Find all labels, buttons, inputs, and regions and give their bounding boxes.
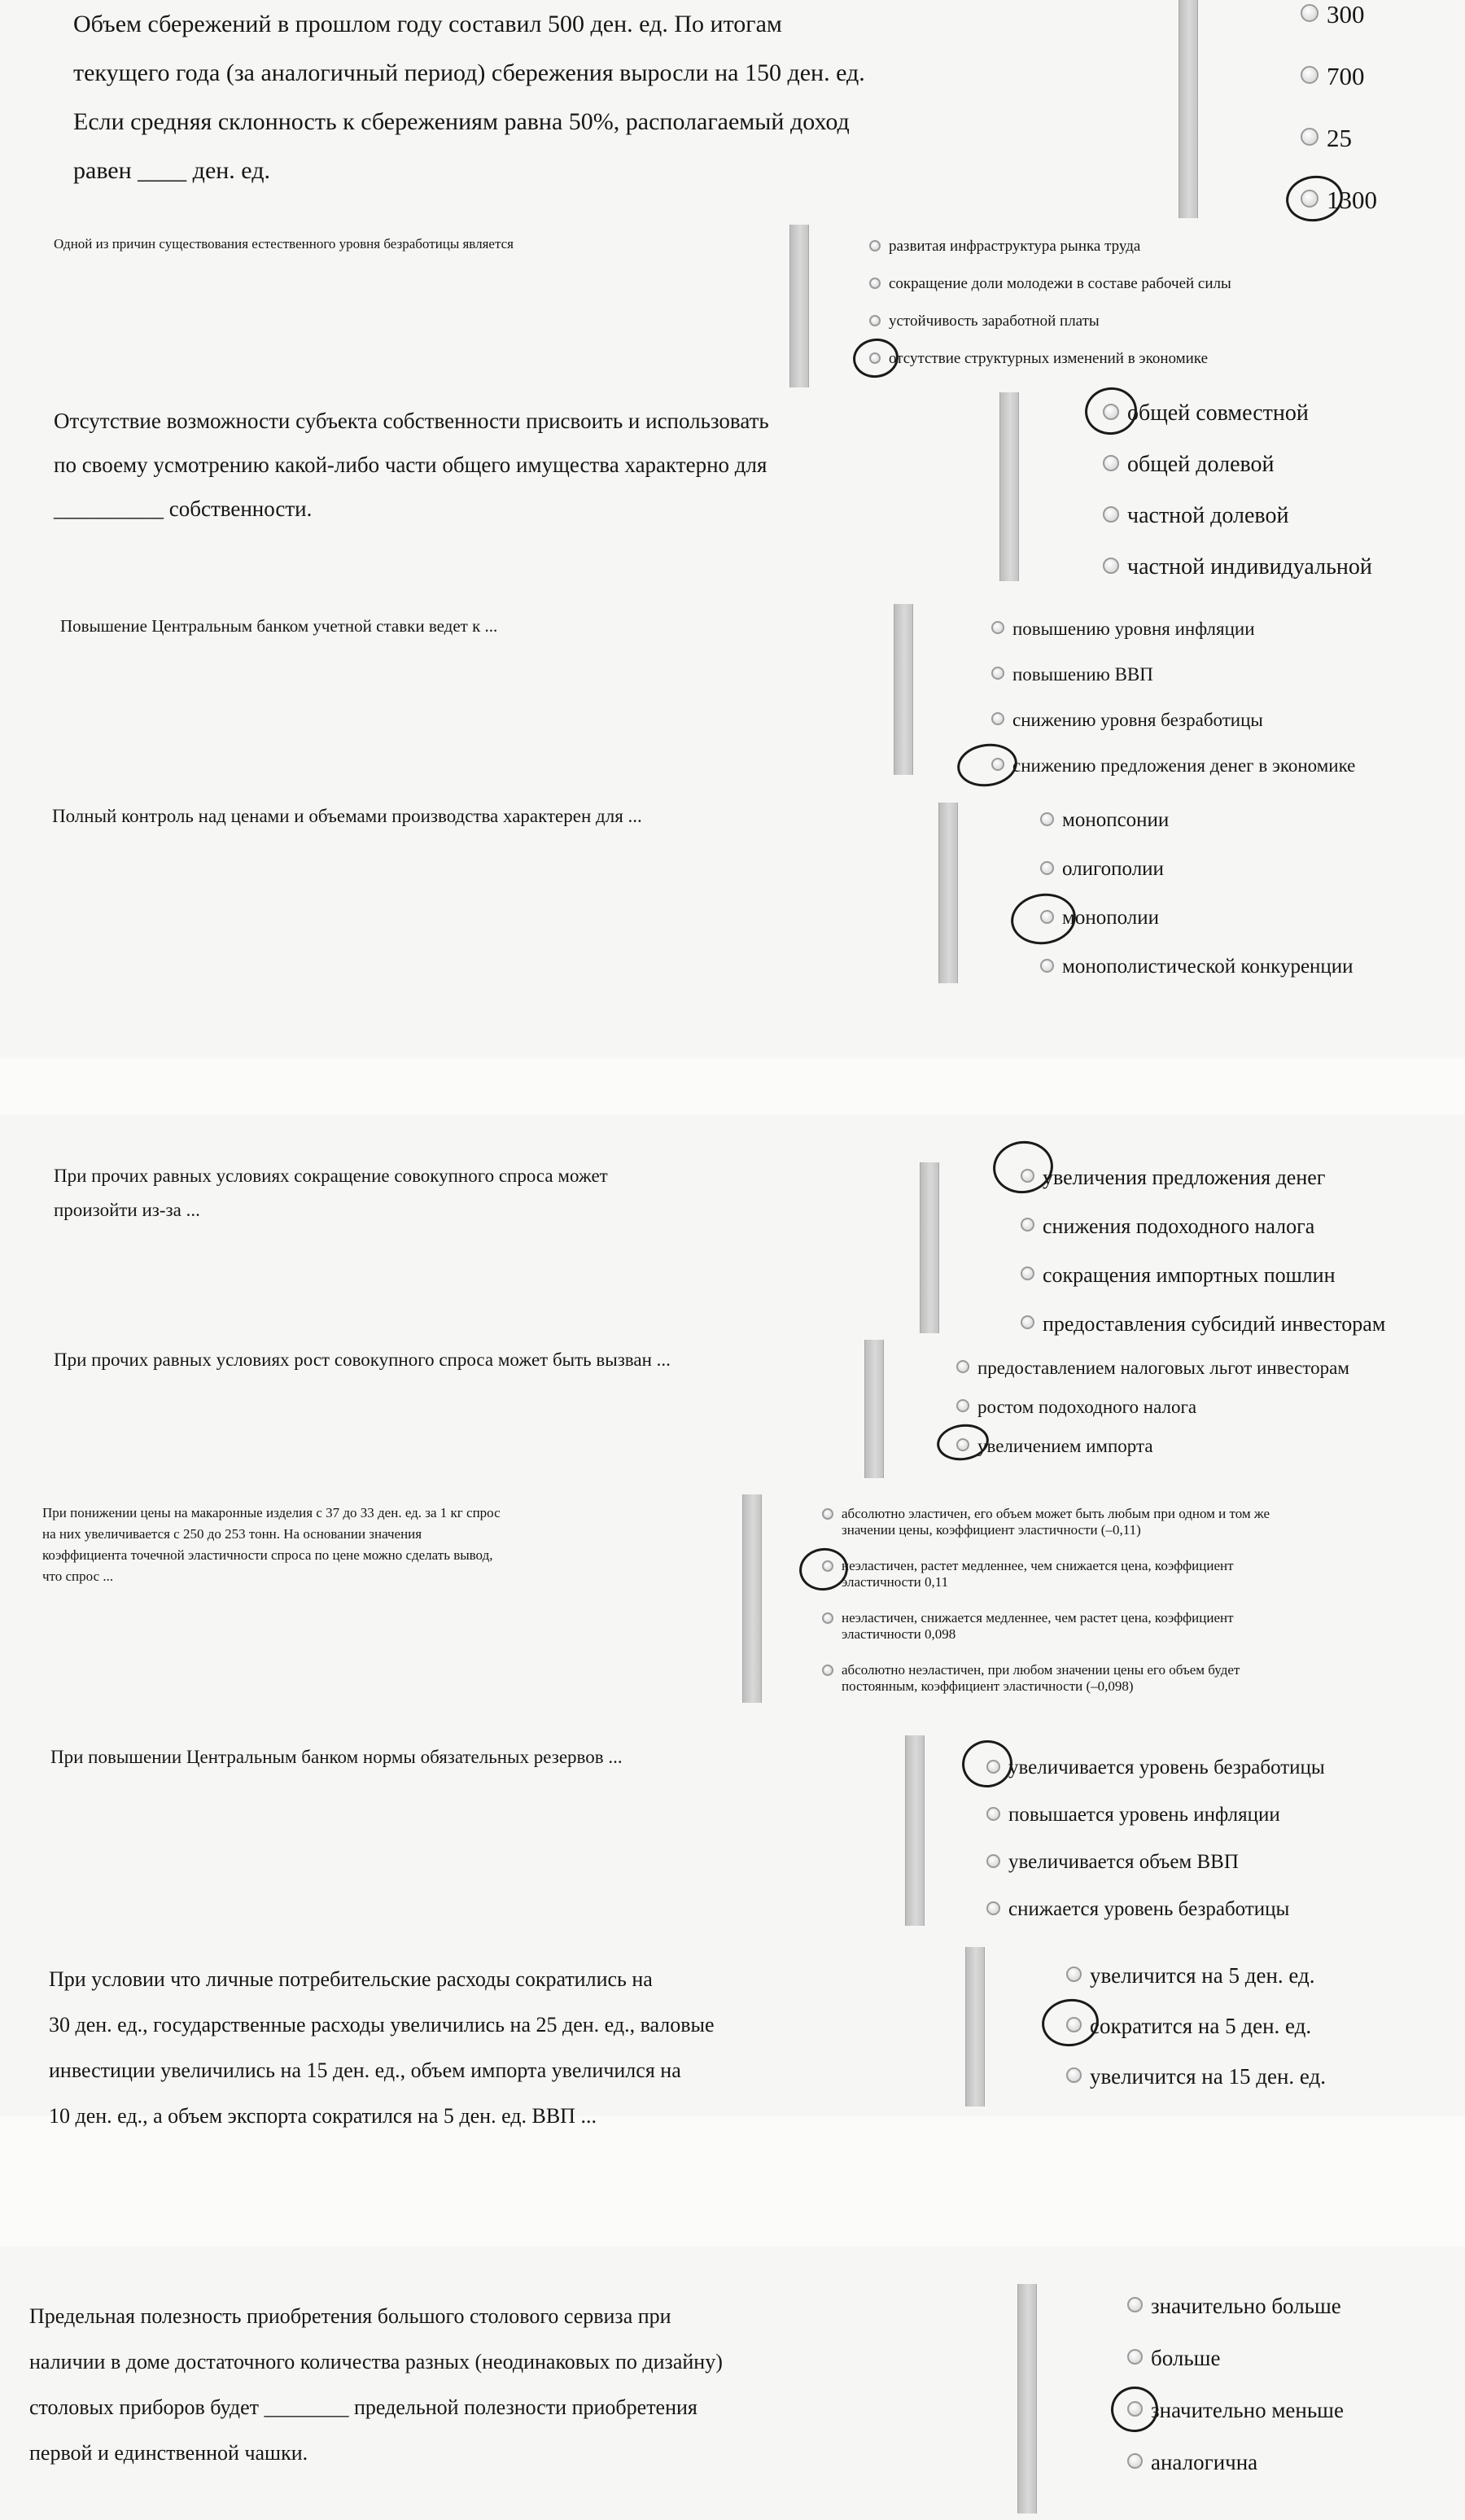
question-text: Отсутствие возможности субъекта собственности присвоить и использовать по своему усмотрению какой-либо части общего имущества характерно для __________ собственности. (54, 409, 769, 521)
radio-button[interactable] (822, 1508, 833, 1520)
radio-button[interactable] (1066, 1967, 1082, 1982)
answer-option[interactable] (991, 619, 1255, 640)
answer-option[interactable] (986, 1804, 1280, 1827)
question-text: При повышении Центральным банком нормы обязательных резервов ... (50, 1747, 623, 1767)
answer-option-label: абсолютно неэластичен, при любом значении цены его объем будет постоянным, коэффициент эластичности (–0,098) (842, 1662, 1240, 1694)
answer-scrollbar[interactable] (894, 604, 913, 775)
answer-option-label: абсолютно эластичен, его объем может быть любым при одном и том же значении цены, коэффициент эластичности (–0,11) (842, 1506, 1270, 1538)
radio-button[interactable] (956, 1360, 969, 1373)
answer-scrollbar[interactable] (999, 392, 1019, 581)
radio-button[interactable] (1103, 558, 1119, 574)
answer-option-label: монополии (1062, 907, 1159, 929)
radio-button[interactable] (822, 1560, 833, 1572)
radio-button[interactable] (991, 758, 1004, 771)
radio-button[interactable] (1301, 128, 1318, 146)
answer-option[interactable] (991, 755, 1355, 777)
radio-button[interactable] (869, 352, 881, 364)
answer-option[interactable] (1301, 62, 1365, 91)
answer-option-label: неэластичен, растет медленнее, чем снижается цена, коэффициент эластичности 0,11 (842, 1558, 1234, 1590)
answer-option-label: устойчивость заработной платы (889, 313, 1100, 330)
answer-option[interactable] (956, 1436, 1153, 1457)
answer-scrollbar[interactable] (965, 1947, 985, 2107)
radio-button[interactable] (1040, 812, 1054, 826)
answer-option[interactable] (869, 275, 1231, 293)
question-text: Повышение Центральным банком учетной ставки ведет к ... (60, 616, 498, 636)
answer-option[interactable] (822, 1558, 1234, 1590)
radio-button[interactable] (1301, 4, 1318, 22)
radio-button[interactable] (1021, 1218, 1034, 1232)
radio-button[interactable] (1301, 66, 1318, 84)
answer-option-label: сократится на 5 ден. ед. (1090, 2014, 1312, 2038)
answer-option[interactable] (869, 350, 1208, 368)
answer-scrollbar[interactable] (938, 803, 958, 983)
answer-option[interactable] (1103, 400, 1309, 427)
answer-option-label: 25 (1327, 124, 1352, 152)
answer-option[interactable] (1021, 1166, 1325, 1190)
answer-option-label: общей долевой (1127, 452, 1275, 477)
answer-option[interactable] (1103, 554, 1372, 580)
question-text: При прочих равных условиях рост совокупного спроса может быть вызван ... (54, 1350, 671, 1370)
answer-option[interactable] (822, 1662, 1240, 1694)
answer-option[interactable] (1066, 1963, 1315, 1988)
radio-button[interactable] (869, 240, 881, 252)
answer-option[interactable] (1127, 2346, 1220, 2371)
radio-button[interactable] (822, 1612, 833, 1624)
answer-option-label: увеличится на 5 ден. ед. (1090, 1963, 1315, 1988)
answer-option-label: увеличивается уровень безработицы (1008, 1757, 1325, 1778)
answer-option[interactable] (822, 1610, 1234, 1642)
radio-button[interactable] (1040, 861, 1054, 875)
radio-button[interactable] (991, 621, 1004, 634)
radio-button[interactable] (822, 1665, 833, 1676)
radio-button[interactable] (986, 1854, 1000, 1868)
radio-button[interactable] (1301, 190, 1318, 208)
answer-option[interactable] (1127, 2294, 1341, 2319)
answer-option-label: повышению уровня инфляции (1012, 619, 1255, 639)
answer-option[interactable] (991, 710, 1263, 731)
radio-button[interactable] (1040, 910, 1054, 924)
answer-option[interactable] (1066, 2064, 1326, 2089)
answer-option-label: общей совместной (1127, 400, 1309, 426)
question-text: При прочих равных условиях сокращение совокупного спроса может произойти из-за ... (54, 1166, 608, 1220)
radio-button[interactable] (991, 667, 1004, 680)
answer-option[interactable] (1021, 1214, 1314, 1239)
radio-button[interactable] (1021, 1315, 1034, 1329)
answer-option[interactable] (986, 1757, 1325, 1780)
answer-option[interactable] (1040, 809, 1169, 833)
question-text: Полный контроль над ценами и объемами производства характерен для ... (52, 806, 642, 826)
answer-scrollbar[interactable] (742, 1494, 762, 1703)
answer-scrollbar[interactable] (1179, 0, 1198, 218)
radio-button[interactable] (1066, 2067, 1082, 2083)
radio-button[interactable] (869, 278, 881, 289)
radio-button[interactable] (1021, 1169, 1034, 1183)
answer-option[interactable] (1066, 2014, 1311, 2039)
radio-button[interactable] (1040, 959, 1054, 973)
answer-scrollbar[interactable] (789, 225, 809, 387)
answer-option[interactable] (986, 1851, 1239, 1875)
answer-option-label: олигополии (1062, 858, 1164, 880)
answer-option[interactable] (869, 313, 1100, 330)
answer-option-label: предоставления субсидий инвесторам (1043, 1312, 1386, 1336)
answer-option-label: монопсонии (1062, 809, 1170, 831)
question-text: При понижении цены на макаронные изделия с 37 до 33 ден. ед. за 1 кг спрос на них увеличивается с 250 до 253 тонн. На основании значения коэффициента точечной эластичности спроса по цене можно сделать вывод, что спрос ... (42, 1505, 501, 1584)
answer-option-label: развитая инфраструктура рынка труда (889, 238, 1141, 255)
answer-option-label: снижается уровень безработицы (1008, 1898, 1290, 1920)
answer-option-label: ростом подоходного налога (977, 1397, 1197, 1417)
answer-option[interactable] (1021, 1312, 1385, 1337)
answer-option-label: значительно меньше (1151, 2398, 1344, 2422)
radio-button[interactable] (1127, 2297, 1143, 2312)
answer-option[interactable] (869, 238, 1140, 256)
answer-option-label: увеличением импорта (977, 1436, 1153, 1456)
answer-option-label: снижения подоходного налога (1043, 1214, 1315, 1238)
radio-button[interactable] (986, 1807, 1000, 1821)
answer-option[interactable] (986, 1898, 1289, 1922)
question-text: Одной из причин существования естественного уровня безработицы является (54, 236, 514, 252)
radio-button[interactable] (956, 1438, 969, 1451)
radio-button[interactable] (956, 1399, 969, 1412)
answer-option-label: снижению уровня безработицы (1012, 710, 1263, 730)
radio-button[interactable] (1103, 404, 1119, 420)
answer-option-label: аналогична (1151, 2450, 1258, 2474)
radio-button[interactable] (1066, 2017, 1082, 2032)
answer-option-label: сокращения импортных пошлин (1043, 1263, 1336, 1287)
radio-button[interactable] (1127, 2401, 1143, 2417)
answer-option-label: монополистической конкуренции (1062, 956, 1353, 978)
answer-scrollbar[interactable] (1017, 2284, 1037, 2513)
answer-option[interactable] (1040, 907, 1159, 930)
radio-button[interactable] (1103, 455, 1119, 471)
answer-option[interactable] (1127, 2398, 1344, 2423)
answer-option[interactable] (956, 1397, 1196, 1418)
answer-option-label: повышению ВВП (1012, 664, 1153, 685)
answer-option[interactable] (991, 664, 1153, 685)
answer-option-label: увеличивается объем ВВП (1008, 1851, 1239, 1873)
answer-option-label: увеличения предложения денег (1043, 1166, 1326, 1189)
answer-option[interactable] (1103, 452, 1275, 478)
question-text: Объем сбережений в прошлом году составил 500 ден. ед. По итогам текущего года (за аналогичный период) сбережения выросли на 150 ден. ед. Если средняя склонность к сбережениям равна 50%, располагаемый доход равен ____ ден. ед. (73, 11, 865, 184)
answer-option-label: снижению предложения денег в экономике (1012, 755, 1356, 776)
radio-button[interactable] (1021, 1267, 1034, 1280)
answer-option-label: частной долевой (1127, 503, 1289, 528)
answer-option[interactable] (1301, 186, 1377, 215)
answer-option[interactable] (1040, 858, 1164, 882)
answer-option-label: 700 (1327, 62, 1365, 90)
answer-option[interactable] (1021, 1263, 1335, 1288)
answer-scrollbar[interactable] (864, 1340, 884, 1478)
question-text: При условии что личные потребительские расходы сократились на 30 ден. ед., государственные расходы увеличились на 25 ден. ед., валовые инвестиции увеличились на 15 ден. ед., объем импорта увеличился на 10 ден. ед., а объем экспорта сократился на 5 ден. ед. ВВП ... (49, 1967, 715, 2128)
answer-option-label: повышается уровень инфляции (1008, 1804, 1280, 1826)
answer-option-label: значительно больше (1151, 2294, 1341, 2318)
answer-scrollbar[interactable] (920, 1162, 939, 1333)
answer-option-label: увеличится на 15 ден. ед. (1090, 2064, 1327, 2089)
answer-option[interactable] (1301, 0, 1365, 29)
page-gap (0, 1058, 1465, 1115)
answer-option[interactable] (1127, 2450, 1257, 2475)
answer-option-label: 1300 (1327, 186, 1377, 214)
answer-option[interactable] (822, 1506, 1270, 1538)
answer-option-label: 300 (1327, 0, 1365, 28)
answer-option-label: неэластичен, снижается медленнее, чем растет цена, коэффициент эластичности 0,098 (842, 1610, 1234, 1642)
radio-button[interactable] (1127, 2453, 1143, 2469)
radio-button[interactable] (1103, 506, 1119, 523)
answer-option-label: сокращение доли молодежи в составе рабочей силы (889, 275, 1231, 292)
answer-option[interactable] (1301, 124, 1352, 153)
radio-button[interactable] (986, 1901, 1000, 1915)
answer-option[interactable] (956, 1358, 1349, 1379)
question-text: Предельная полезность приобретения большого столового сервиза при наличии в доме достаточного количества разных (неодинаковых по дизайну) столовых приборов будет ________ предельной полезности приобретения первой и единственной чашки. (29, 2304, 723, 2465)
answer-scrollbar[interactable] (905, 1735, 925, 1926)
radio-button[interactable] (1127, 2349, 1143, 2365)
radio-button[interactable] (869, 315, 881, 326)
answer-option[interactable] (1040, 956, 1353, 979)
answer-option-label: частной индивидуальной (1127, 554, 1372, 580)
answer-option-label: больше (1151, 2346, 1221, 2370)
answer-option-label: предоставлением налоговых льгот инвесторам (977, 1358, 1349, 1378)
answer-option-label: отсутствие структурных изменений в экономике (889, 350, 1209, 367)
answer-option[interactable] (1103, 503, 1288, 529)
radio-button[interactable] (986, 1760, 1000, 1774)
radio-button[interactable] (991, 712, 1004, 725)
